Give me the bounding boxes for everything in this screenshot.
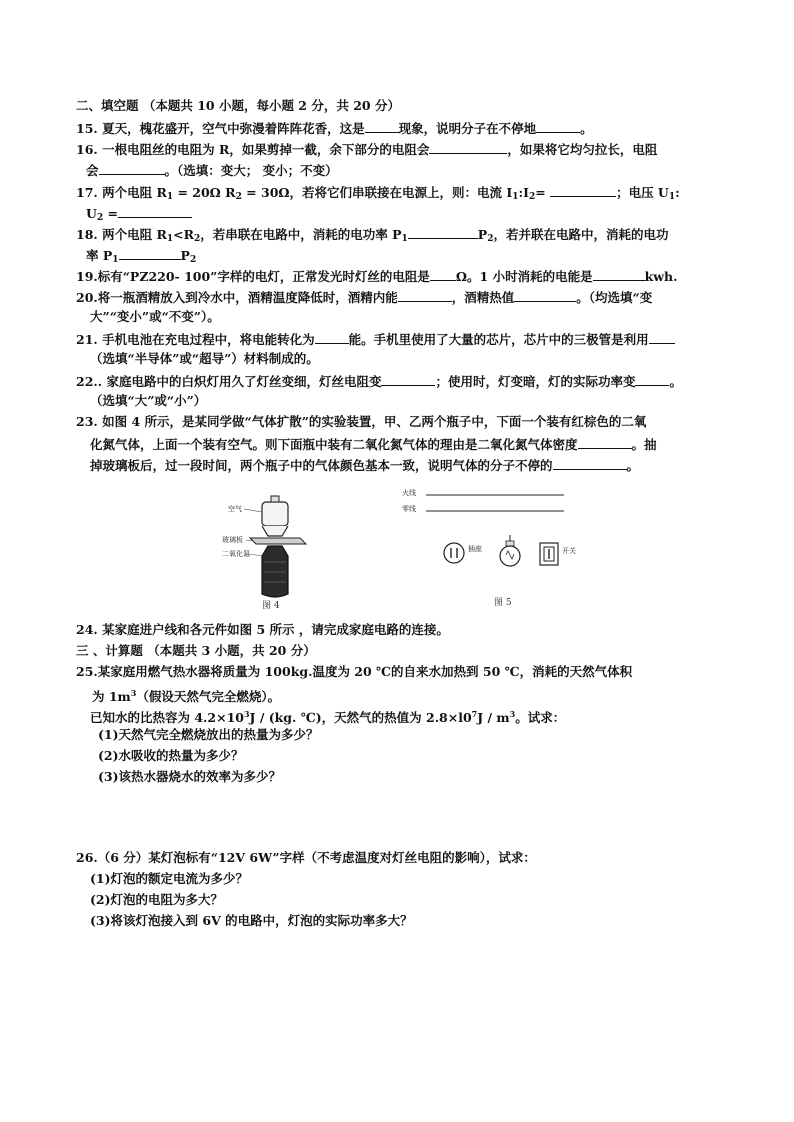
answer-blank[interactable]	[315, 330, 349, 344]
question-22-line2: （选填“大”或“小”）	[90, 393, 207, 408]
glass-plate-label: 玻璃板	[222, 536, 243, 544]
answer-blank[interactable]	[593, 267, 645, 281]
question-25-line3: 已知水的比热容为 $4.2\times 10^3J / (kg$. ℃)，天然气的热值为 $2.8\times l0^7J / m^3$。试求：	[90, 709, 566, 726]
answer-blank[interactable]	[635, 372, 669, 386]
question-18: 18. 两个电阻 $R_1<R_2$，若串联在电路中，消耗的电功率 $P_1$ $P_2$，若并联在电路中，消耗的电功	[76, 227, 669, 244]
answer-blank[interactable]	[99, 161, 165, 175]
question-26-sub3: (3)将该灯泡接入到 6V 的电路中，灯泡的实际功率多大？	[90, 913, 413, 928]
question-21-line2: （选填“半导体”或“超导”）材料制成的。	[90, 351, 319, 366]
switch-icon[interactable]	[540, 543, 558, 565]
answer-blank[interactable]	[550, 183, 616, 197]
question-19: 19.标有“PZ220- 100”字样的电灯，正常发光时灯丝的电阻是 Ω。1 小时消耗的电能是 kwh.	[76, 269, 678, 284]
answer-blank[interactable]	[408, 225, 478, 239]
question-17: 17. 两个电阻 $R_1 = 20\Omega$ $R_2 = 30\Omega$，若将它们串联接在电源上，则：电流 $I_1:I_2=$ ；电压 $U_1$:	[76, 185, 680, 202]
answer-blank[interactable]	[118, 204, 192, 218]
diffusion-apparatus-illustration	[222, 490, 330, 608]
section2-heading: 二、填空题 （本题共 10 小题，每小题 2 分，共 20 分）	[76, 98, 400, 113]
question-25-sub3: (3)该热水器烧水的效率为多少？	[98, 769, 282, 784]
question-15: 15. 夏天，槐花盛开，空气中弥漫着阵阵花香，这是 现象，说明分子在不停地 。	[76, 121, 593, 136]
answer-blank[interactable]	[553, 456, 627, 470]
household-circuit-diagram	[396, 483, 586, 609]
question-20-line2: 大”“变小”或“不变”）。	[90, 309, 220, 324]
question-21: 21. 手机电池在充电过程中，将电能转化为 能。手机里使用了大量的芯片，芯片中的三极管是利用	[76, 330, 675, 348]
live-wire-label: 火线	[402, 489, 416, 497]
question-23-line3: 掉玻璃板后，过一段时间，两个瓶子中的气体颜色基本一致，说明气体的分子不停的 。	[90, 458, 640, 473]
answer-blank[interactable]	[649, 330, 675, 344]
question-26-sub2: (2)灯泡的电阻为多大？	[90, 892, 224, 907]
question-16-line2: 会 。（选填：变大； 变小；不变）	[86, 163, 338, 178]
figure-5-caption: 图 5	[494, 598, 512, 608]
question-22: 22.. 家庭电路中的白炽灯用久了灯丝变细，灯丝电阻变 ；使用时，灯变暗，灯的实际功率变 。	[76, 374, 682, 389]
question-20: 20.将一瓶酒精放入到冷水中，酒精温度降低时，酒精内能 ，酒精热值 。（均选填“变	[76, 290, 653, 305]
question-17-line2: $U_2$ =	[86, 204, 192, 226]
socket-icon[interactable]	[444, 543, 464, 563]
question-25-line2: 为 $1m^3$（假设天然气完全燃烧）。	[92, 688, 281, 705]
question-26-sub1: (1)灯泡的额定电流为多少？	[90, 871, 249, 886]
question-23: 23. 如图 4 所示，是某同学做“气体扩散”的实验装置，甲、乙两个瓶子中，下面一个装有红棕色的二氧	[76, 414, 647, 429]
question-16: 16. 一根电阻丝的电阻为 R，如果剪掉一截，余下部分的电阻会 ，如果将它均匀拉长，电阻	[76, 142, 658, 157]
answer-blank[interactable]	[536, 119, 580, 133]
answer-blank[interactable]	[119, 246, 181, 260]
answer-blank[interactable]	[381, 372, 435, 386]
air-label: 空气	[228, 505, 242, 513]
question-26: 26.（6 分）某灯泡标有“12V 6W”字样（不考虑温度对灯丝电阻的影响），试求：	[76, 850, 536, 865]
question-25-sub1: (1)天然气完全燃烧放出的热量为多少？	[98, 727, 319, 742]
section3-heading: 三 、计算题 （本题共 3 小题，共 20 分）	[76, 643, 316, 658]
switch-label: 开关	[562, 547, 576, 555]
figure-5	[396, 483, 586, 609]
answer-blank[interactable]	[578, 435, 632, 449]
figure-4	[222, 490, 330, 611]
answer-blank[interactable]	[429, 140, 507, 154]
question-24: 24. 某家庭进户线和各元件如图 5 所示 ，请完成家庭电路的连接。	[76, 622, 449, 637]
figure-4-caption: 图 4	[262, 601, 280, 611]
answer-blank[interactable]	[398, 288, 452, 302]
neutral-wire-label: 零线	[402, 505, 416, 513]
question-25-sub2: (2)水吸收的热量为多少？	[98, 748, 244, 763]
no2-label: 二氧化氮	[222, 550, 250, 558]
answer-blank[interactable]	[365, 119, 399, 133]
light-bulb-icon[interactable]	[500, 535, 520, 566]
question-25: 25.某家庭用燃气热水器将质量为 100kg.温度为 20 ℃的自来水加热到 50 ℃，消耗的天然气体积	[76, 664, 633, 679]
socket-label: 插座	[468, 545, 482, 553]
answer-blank[interactable]	[430, 267, 456, 281]
question-23-line2: 化氮气体，上面一个装有空气。则下面瓶中装有二氧化氮气体的理由是二氧化氮气体密度 。抽	[90, 437, 657, 452]
question-18-line2: 率 $P_1$ $P_2$	[86, 248, 197, 265]
answer-blank[interactable]	[514, 288, 576, 302]
